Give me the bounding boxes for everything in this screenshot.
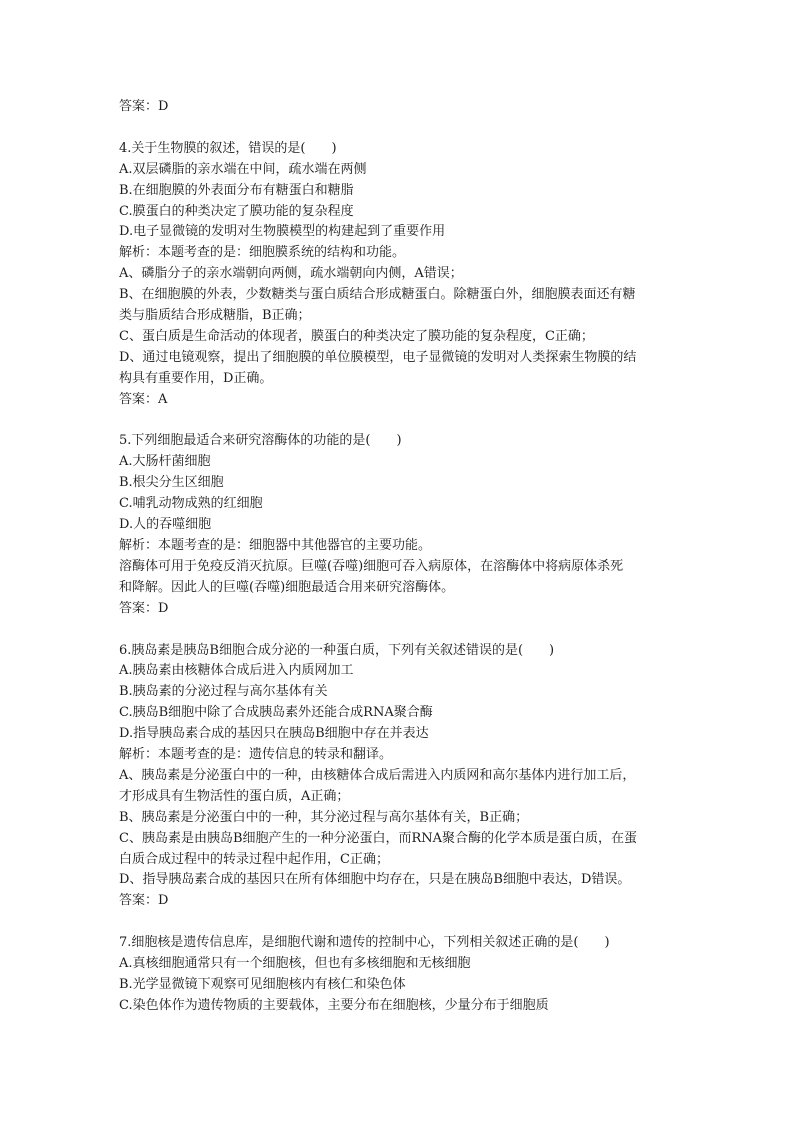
text-line: A、胰岛素是分泌蛋白中的一种，由核糖体合成后需进入内质网和高尔基体内进行加工后， (119, 767, 636, 783)
text-line: B.在细胞膜的外表面分布有糖蛋白和糖脂 (119, 182, 354, 198)
text-line: D、指导胰岛素合成的基因只在所有体细胞中均存在，只是在胰岛B细胞中表达，D错误。 (119, 872, 631, 888)
text-line: A.真核细胞通常只有一个细胞核，但也有多核细胞和无核细胞 (119, 956, 471, 972)
text-line: B、在细胞膜的外表，少数糖类与蛋白质结合形成糖蛋白。除糖蛋白外，细胞膜表面还有糖 (119, 287, 636, 303)
text-line: 类与脂质结合形成糖脂，B正确； (119, 308, 311, 324)
text-line: 答案：A (119, 391, 168, 407)
text-line: 答案：D (119, 893, 169, 909)
text-line: D.指导胰岛素合成的基因只在胰岛B细胞中存在并表达 (119, 726, 429, 742)
document-page (119, 97, 679, 1017)
text-line: 解析：本题考查的是：遗传信息的转录和翻译。 (119, 747, 393, 763)
text-line: 才形成具有生物活性的蛋白质，A正确； (119, 788, 350, 804)
text-line: C.染色体作为遗传物质的主要载体，主要分布在细胞核，少量分布于细胞质 (119, 997, 549, 1013)
text-line: A.胰岛素由核糖体合成后进入内质网加工 (119, 663, 354, 679)
blank-line (119, 912, 679, 933)
text-line: C.膜蛋白的种类决定了膜功能的复杂程度 (119, 203, 354, 219)
text-line: D.电子显微镜的发明对生物膜模型的构建起到了重要作用 (119, 224, 446, 240)
blank-line (119, 411, 679, 432)
text-line: C.胰岛B细胞中除了合成胰岛素外还能合成RNA聚合酶 (119, 705, 433, 721)
text-line: 构具有重要作用，D正确。 (119, 370, 273, 386)
text-line: C.哺乳动物成熟的红细胞 (119, 496, 263, 512)
text-line: B、胰岛素是分泌蛋白中的一种，其分泌过程与高尔基体有关，B正确； (119, 809, 529, 825)
text-line: C、胰岛素是由胰岛B细胞产生的一种分泌蛋白，而RNA聚合酶的化学本质是蛋白质，在蛋 (119, 830, 638, 846)
text-line: B.光学显微镜下观察可见细胞核内有核仁和染色体 (119, 977, 406, 992)
text-line: 7.细胞核是遗传信息库，是细胞代谢和遗传的控制中心，下列相关叙述正确的是( ) (119, 935, 610, 951)
text-line: A.双层磷脂的亲水端在中间，疏水端在两侧 (119, 161, 367, 177)
text-line: 5.下列细胞最适合来研究溶酶体的功能的是( ) (119, 433, 402, 449)
blank-line (119, 620, 679, 641)
text-line: B.根尖分生区细胞 (119, 475, 224, 491)
text-line: B.胰岛素的分泌过程与高尔基体有关 (119, 684, 328, 700)
text-line: 6.胰岛素是胰岛B细胞合成分泌的一种蛋白质，下列有关叙述错误的是( ) (119, 642, 555, 658)
text-line: C、蛋白质是生命活动的体现者，膜蛋白的种类决定了膜功能的复杂程度，C正确； (119, 328, 594, 344)
text-line: 4.关于生物膜的叙述，错误的是( ) (119, 140, 337, 156)
text-line: 答案：D (119, 99, 169, 114)
text-line: 溶酶体可用于免疫反消灭抗原。巨噬(吞噬)细胞可吞入病原体，在溶酶体中将病原体杀死 (119, 558, 624, 574)
text-line: 解析：本题考查的是：细胞器中其他器官的主要功能。 (119, 538, 432, 553)
text-line: A.大肠杆菌细胞 (119, 454, 211, 470)
blank-line (119, 118, 679, 139)
text-line: 白质合成过程中的转录过程中起作用，C正确； (119, 851, 389, 867)
text-line: 解析：本题考查的是：细胞膜系统的结构和功能。 (119, 245, 406, 261)
text-line: D.人的吞噬细胞 (119, 517, 212, 533)
text-line: 和降解。因此人的巨噬(吞噬)细胞最适合用来研究溶酶体。 (119, 579, 455, 595)
text-line: 答案：D (119, 600, 169, 616)
text-line: A、磷脂分子的亲水端朝向两侧，疏水端朝向内侧，A错误； (119, 266, 463, 282)
text-line: D、通过电镜观察，提出了细胞膜的单位膜模型，电子显微镜的发明对人类探索生物膜的结 (119, 349, 637, 365)
